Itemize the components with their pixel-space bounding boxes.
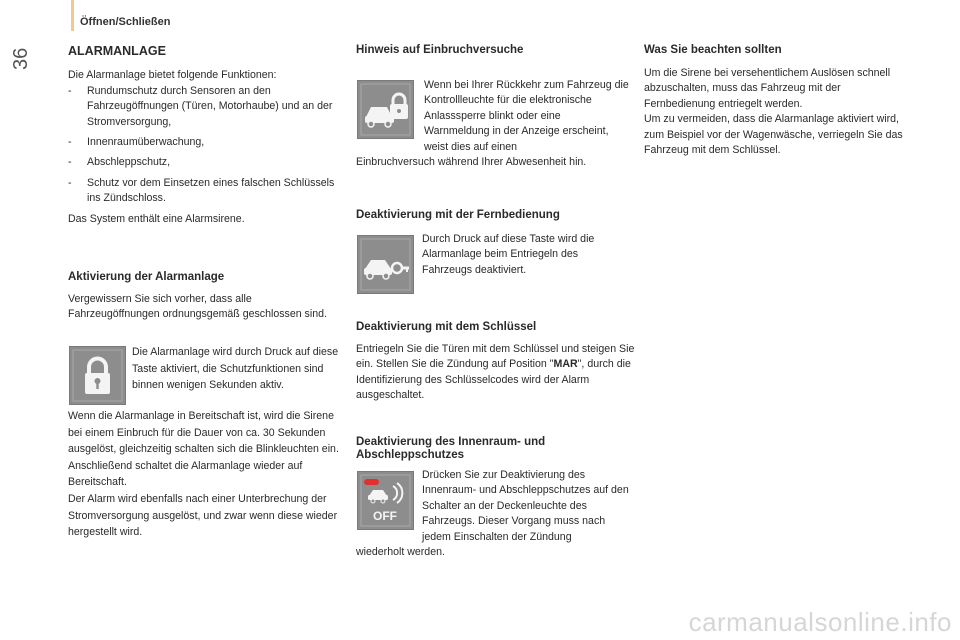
- alarm-functions-list: [68, 84, 340, 207]
- lock-button-icon: [69, 346, 126, 405]
- remote-unlock-icon: [357, 235, 414, 294]
- interior-text-cont: wiederholt werden.: [356, 546, 445, 558]
- key-text: Entriegeln Sie die Türen mit dem Schlüssel und steigen Sie ein. Stellen Sie die Zündung auf Position "MAR", durch die Identifizierung des Schlüsselcodes wird der Alarm ausgeschaltet.: [356, 343, 635, 402]
- off-label: OFF: [373, 509, 397, 523]
- page-accent-bar: [71, 0, 74, 31]
- hint-title: Hinweis auf Einbruchversuche: [356, 44, 524, 56]
- list-item: - Schutz vor dem Einsetzen eines falschen Schlüssels ins Zündschloss.: [68, 176, 340, 207]
- rearm-text: Anschließend schaltet die Alarmanlage wieder auf Bereitschaft.: [68, 459, 303, 489]
- key-title: Deaktivierung mit dem Schlüssel: [356, 321, 537, 333]
- siren-note: Das System enthält eine Alarmsirene.: [68, 212, 245, 225]
- interior-section: [356, 436, 641, 462]
- list-item: - Innenraumüberwachung,: [68, 135, 340, 150]
- column-3: [644, 44, 914, 158]
- activation-section: [68, 271, 340, 323]
- activation-title: Aktivierung der Alarmanlage: [68, 271, 225, 283]
- lock-text: Die Alarmanlage wird durch Druck auf diese Taste aktiviert, die Schutzfunktionen sind binnen wenigen Sekunden aktiv.: [132, 346, 339, 392]
- notes-title: Was Sie beachten sollten: [644, 44, 782, 56]
- alarm-title: ALARMANLAGE: [68, 44, 166, 58]
- column-1: [68, 44, 340, 227]
- interior-text: Drücken Sie zur Deaktivierung des Innenraum- und Abschleppschutzes auf den Schalter an der Deckenleuchte des Fahrzeugs. Dieser Vorgang muss nach jedem Einschalten der Zündung: [422, 469, 629, 543]
- interior-protection-off-icon: [357, 471, 414, 530]
- section-title: Öffnen/Schließen: [80, 16, 171, 28]
- notes-text-2: Um zu vermeiden, dass die Alarmanlage aktiviert wird, zum Beispiel vor der Wagenwäsche, verriegeln Sie das Fahrzeug mit dem Schlüssel.: [644, 113, 903, 157]
- alarm-intro: Die Alarmanlage bietet folgende Funktionen:: [68, 69, 277, 82]
- standby-text: Wenn die Alarmanlage in Bereitschaft ist, wird die Sirene bei einem Einbruch für die Dauer von ca. 30 Sekunden ausgelöst, gleichzeitig schalten sich die Blinkleuchten ein.: [68, 410, 339, 456]
- power-text: Der Alarm wird ebenfalls nach einer Unterbrechung der Stromversorgung ausgelöst, und zwar wenn diese wieder hergestellt wird.: [68, 492, 338, 539]
- ignition-position-label: MAR: [553, 358, 578, 371]
- remote-title: Deaktivierung mit der Fernbedienung: [356, 209, 560, 221]
- notes-text-1: Um die Sirene bei versehentlichem Auslösen schnell abzuschalten, muss das Fahrzeug mit der Fernbedienung entriegelt werden.: [644, 67, 891, 110]
- watermark: carmanualsonline.info: [688, 607, 952, 637]
- immobilizer-warning-icon: [357, 80, 414, 139]
- activation-text: Vergewissern Sie sich vorher, dass alle Fahrzeugöffnungen ordnungsgemäß geschlossen sind.: [68, 293, 327, 321]
- remote-section: [356, 209, 636, 222]
- key-section: [356, 321, 641, 404]
- interior-title: Deaktivierung des Innenraum- und Abschleppschutzes: [356, 436, 546, 461]
- list-item: - Abschleppschutz,: [68, 155, 340, 170]
- hint-text: Wenn bei Ihrer Rückkehr zum Fahrzeug die Kontrollleuchte für die elektronische Anlasssperre blinkt oder eine Warnmeldung in der Anzeige erscheint, weist dies auf einen: [424, 79, 629, 153]
- hint-section: [356, 44, 636, 57]
- remote-text: Durch Druck auf diese Taste wird die Alarmanlage beim Entriegeln des Fahrzeugs deaktiviert.: [422, 233, 595, 276]
- page-number: 36: [10, 47, 32, 70]
- hint-text-cont: Einbruchversuch während Ihrer Abwesenheit hin.: [356, 156, 587, 168]
- standby-section: [68, 408, 342, 541]
- list-item: - Rundumschutz durch Sensoren an den Fahrzeugöffnungen (Türen, Motorhaube) und an der Stromversorgung,: [68, 84, 340, 130]
